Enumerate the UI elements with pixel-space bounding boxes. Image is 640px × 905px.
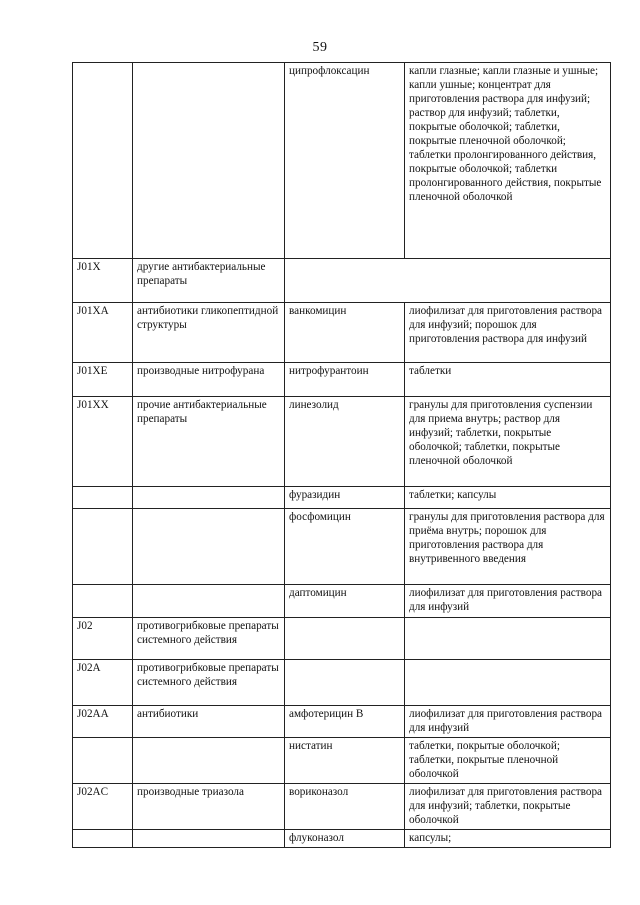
- dosage-form-cell: лиофилизат для приготовления раствора для инфузий: [405, 706, 611, 738]
- drug-name-cell: [285, 618, 405, 660]
- atc-code-cell: J02: [73, 618, 133, 660]
- atc-code-cell: J02A: [73, 660, 133, 706]
- drug-table: [72, 62, 611, 848]
- group-cell: производные нитрофурана: [133, 363, 285, 397]
- atc-code-cell: [73, 487, 133, 509]
- group-cell: [133, 585, 285, 618]
- group-cell: [133, 63, 285, 259]
- group-cell: производные триазола: [133, 784, 285, 830]
- page-number: 59: [312, 40, 328, 55]
- table-row: [73, 830, 611, 848]
- dosage-form-cell: [405, 259, 611, 303]
- drug-name-cell: линезолид: [285, 397, 405, 487]
- table-row: [73, 784, 611, 830]
- table-row: [73, 738, 611, 784]
- table-row: [73, 509, 611, 585]
- drug-name-cell: фосфомицин: [285, 509, 405, 585]
- atc-code-cell: J01XX: [73, 397, 133, 487]
- atc-code-cell: [73, 830, 133, 848]
- group-cell: [133, 509, 285, 585]
- table-row: [73, 585, 611, 618]
- drug-name-cell: даптомицин: [285, 585, 405, 618]
- table-row: [73, 63, 611, 259]
- atc-code-cell: [73, 63, 133, 259]
- atc-code-cell: J01X: [73, 259, 133, 303]
- atc-code-cell: [73, 585, 133, 618]
- dosage-form-cell: таблетки: [405, 363, 611, 397]
- group-cell: антибиотики: [133, 706, 285, 738]
- table-row: [73, 363, 611, 397]
- group-cell: противогрибковые препараты системного действия: [133, 618, 285, 660]
- table-row: [73, 303, 611, 363]
- atc-code-cell: J02AC: [73, 784, 133, 830]
- dosage-form-cell: капли глазные; капли глазные и ушные; капли ушные; концентрат для приготовления раствора для инфузий; раствор для инфузий; таблетки, покрытые оболочкой; таблетки, покрытые пленочной оболочкой; таблетки пролонгированного действия, покрытые оболочкой; таблетки пролонгированного действия, покрытые пленочной оболочкой: [405, 63, 611, 259]
- atc-code-cell: [73, 738, 133, 784]
- table-row: [73, 397, 611, 487]
- drug-name-cell: нистатин: [285, 738, 405, 784]
- group-cell: прочие антибактериальные препараты: [133, 397, 285, 487]
- dosage-form-cell: [405, 618, 611, 660]
- drug-name-cell: ципрофлоксацин: [285, 63, 405, 259]
- group-cell: [133, 738, 285, 784]
- table-row: [73, 487, 611, 509]
- atc-code-cell: J02AA: [73, 706, 133, 738]
- dosage-form-cell: лиофилизат для приготовления раствора для инфузий; таблетки, покрытые оболочкой: [405, 784, 611, 830]
- table-row: [73, 660, 611, 706]
- atc-code-cell: [73, 509, 133, 585]
- drug-name-cell: ванкомицин: [285, 303, 405, 363]
- table-row: [73, 706, 611, 738]
- group-cell: [133, 487, 285, 509]
- dosage-form-cell: таблетки; капсулы: [405, 487, 611, 509]
- group-cell: антибиотики гликопептидной структуры: [133, 303, 285, 363]
- dosage-form-cell: гранулы для приготовления раствора для приёма внутрь; порошок для приготовления раствора для внутривенного введения: [405, 509, 611, 585]
- dosage-form-cell: лиофилизат для приготовления раствора для инфузий: [405, 585, 611, 618]
- group-cell: другие антибактериальные препараты: [133, 259, 285, 303]
- drug-name-cell: [285, 259, 405, 303]
- group-cell: [133, 830, 285, 848]
- dosage-form-cell: капсулы;: [405, 830, 611, 848]
- drug-name-cell: флуконазол: [285, 830, 405, 848]
- drug-name-cell: [285, 660, 405, 706]
- dosage-form-cell: [405, 660, 611, 706]
- dosage-form-cell: таблетки, покрытые оболочкой; таблетки, покрытые пленочной оболочкой: [405, 738, 611, 784]
- drug-name-cell: нитрофурантоин: [285, 363, 405, 397]
- group-cell: противогрибковые препараты системного действия: [133, 660, 285, 706]
- dosage-form-cell: гранулы для приготовления суспензии для приема внутрь; раствор для инфузий; таблетки, покрытые оболочкой; таблетки, покрытые пленочной оболочкой: [405, 397, 611, 487]
- table-row: [73, 259, 611, 303]
- table-row: [73, 618, 611, 660]
- atc-code-cell: J01XA: [73, 303, 133, 363]
- drug-name-cell: фуразидин: [285, 487, 405, 509]
- drug-name-cell: вориконазол: [285, 784, 405, 830]
- atc-code-cell: J01XE: [73, 363, 133, 397]
- drug-name-cell: амфотерицин В: [285, 706, 405, 738]
- dosage-form-cell: лиофилизат для приготовления раствора для инфузий; порошок для приготовления раствора для инфузий: [405, 303, 611, 363]
